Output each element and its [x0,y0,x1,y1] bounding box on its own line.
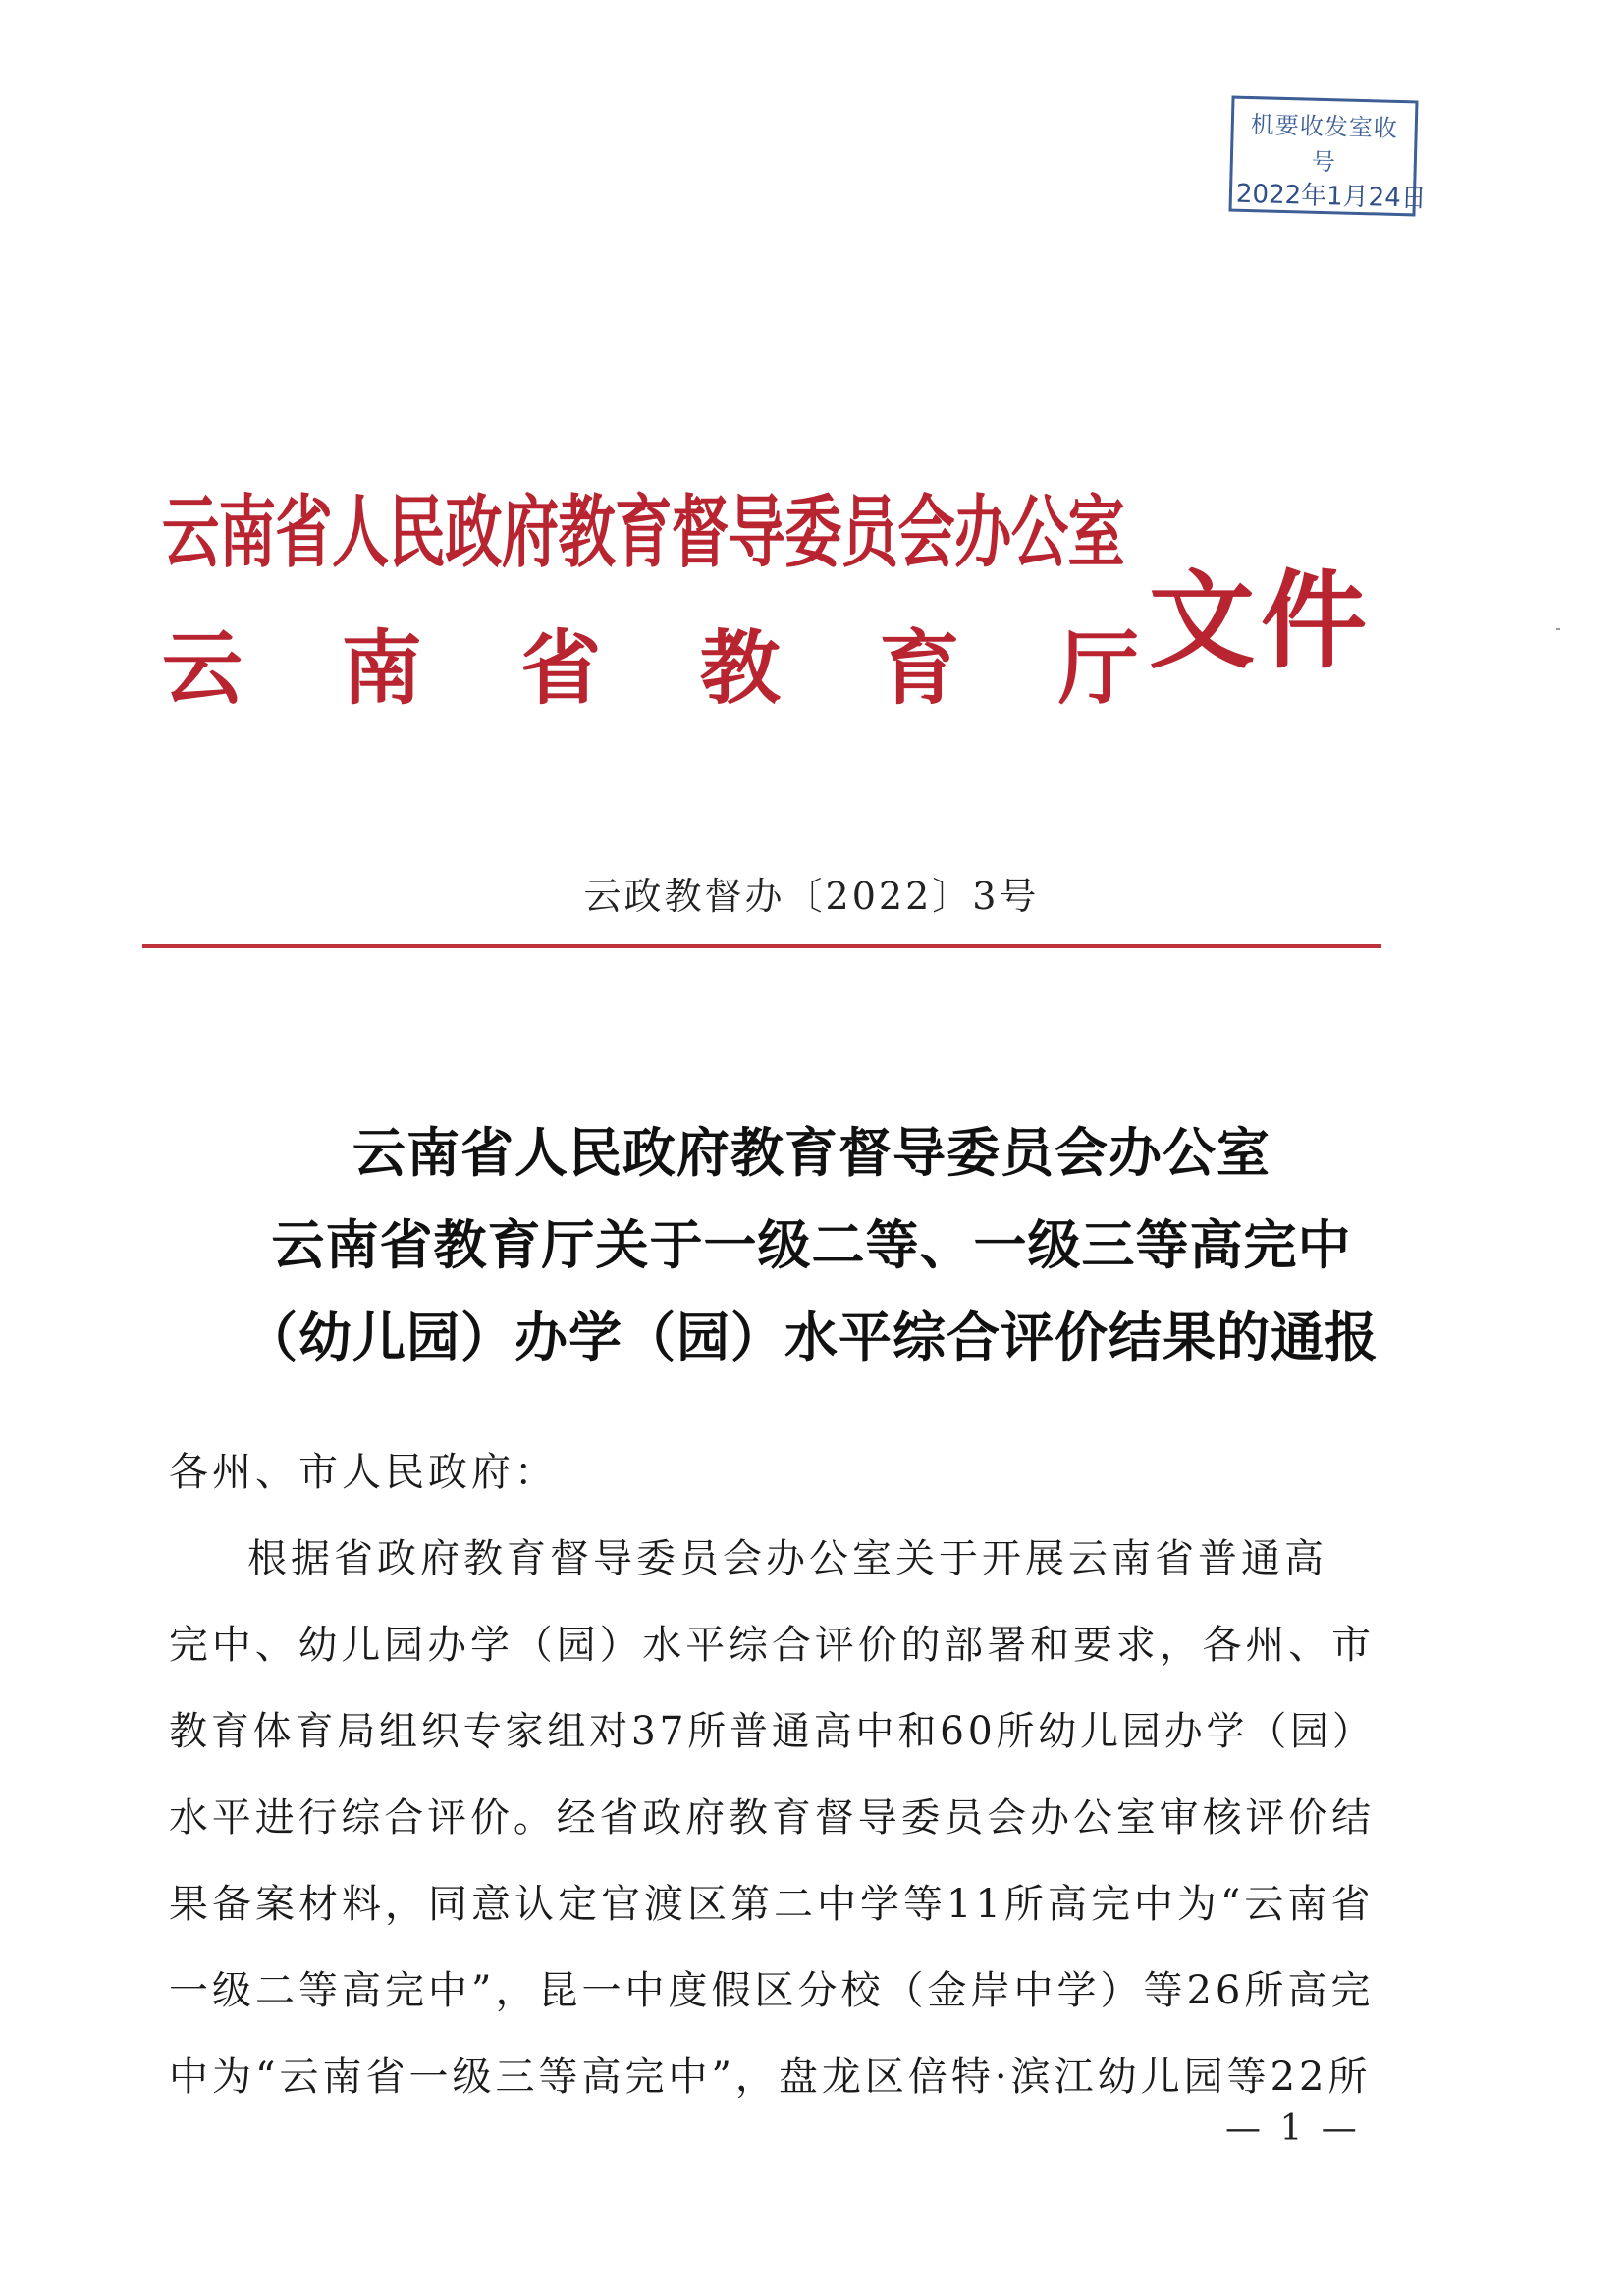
header-org-line2-char: 育 [879,621,960,716]
body-line: 根据省政府教育督导委员会办公室关于开展云南省普通高 [247,1536,1327,1581]
document-header [162,459,1389,744]
header-org-line2 [162,605,1139,720]
title-line2: 云南省教育厅关于一级二等、一级三等高完中 [271,1214,1352,1276]
body-line: 一级二等高完中”，昆一中度假区分校（金岸中学）等26所高完 [169,1968,1375,2013]
stamp-office-text: 机要收发室收 [1250,111,1399,142]
salutation: 各州、市人民政府： [169,1450,558,1495]
scan-mark [1556,628,1560,630]
red-divider [142,944,1381,948]
receipt-stamp [1228,96,1428,217]
header-org-line2-char: 厅 [1057,621,1139,716]
body-line: 果备案材料，同意认定官渡区第二中学等11所高完中为“云南省 [169,1882,1375,1927]
header-org-line2-char: 省 [520,621,602,716]
body-line: 水平进行综合评价。经省政府教育督导委员会办公室审核评价结 [169,1795,1375,1841]
document-number: 云政教督办〔2022〕3号 [583,875,1040,918]
header-org-line2-char: 云 [162,621,243,716]
body-line: 教育体育局组织专家组对37所普通高中和60所幼儿园办学（园） [169,1709,1375,1754]
title-line3: （幼儿园）办学（园）水平综合评价结果的通报 [244,1307,1379,1368]
header-org-line1: 云南省人民政府教育督导委员会办公室 [162,486,1124,578]
page-number: — 1 — [1225,2109,1361,2149]
body-line: 完中、幼儿园办学（园）水平综合评价的部署和要求，各州、市 [169,1623,1375,1668]
title-line1: 云南省人民政府教育督导委员会办公室 [352,1122,1271,1184]
stamp-number-label: 号 [1311,147,1336,177]
body-line: 中为“云南省一级三等高完中”，盘龙区倍特·滨江幼儿园等22所 [169,2055,1372,2100]
header-org-line2-char: 教 [699,621,781,716]
stamp-date: 2022年1月24日 [1235,179,1428,214]
header-org-line2-char: 南 [341,621,422,716]
header-suffix: 文件 [1149,560,1374,683]
